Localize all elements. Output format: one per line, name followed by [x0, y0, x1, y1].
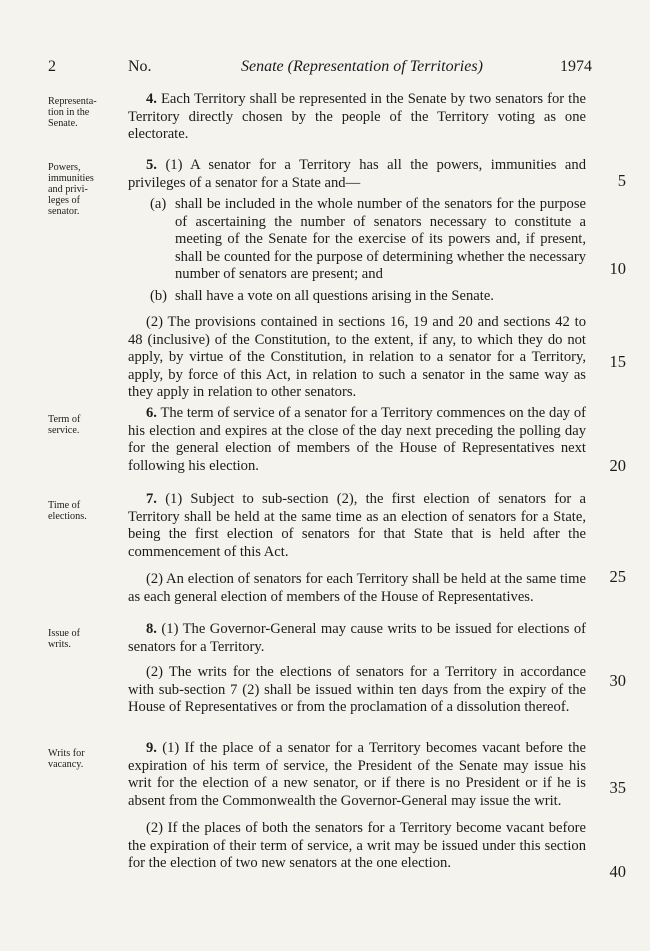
section-8 [128, 621, 586, 717]
subsection-2: (2) The writs for the elections of senators for a Territory in accordance with sub-section 7 (2) shall be issued within ten days from the expiry of the House of Representatives or from the proclamation of a dissolution thereof. [128, 664, 586, 715]
section-text: Each Territory shall be represented in the Senate by two senators for the Territory directly chosen by the people of the Territory voting as one electorate. [128, 91, 586, 142]
section-4 [128, 91, 586, 144]
section-text: (1) The Governor-General may cause writs to be issued for elections of senators for a Territory. [128, 621, 586, 655]
section-text: (1) If the place of a senator for a Territory becomes vacant before the expiration of his term of service, the President of the Senate may issue his writ for the election of a new senator, or if there is no President or if he is absent from the Commonwealth the Governor-General may issue the writ. [128, 740, 586, 809]
margin-note-section-7: Time of elections. [48, 500, 87, 522]
line-number: 40 [609, 862, 626, 881]
margin-note-section-6: Term of service. [48, 414, 81, 436]
line-number: 20 [609, 456, 626, 475]
section-number: 9. [146, 740, 157, 756]
line-number: 5 [617, 171, 626, 190]
subsection-2: (2) If the places of both the senators for a Territory become vacant before the expiration of their term of service, a writ may be issued under this section for the election of two new senators at the one election. [128, 820, 586, 871]
section-5 [128, 157, 586, 402]
line-number: 30 [609, 671, 626, 690]
section-9 [128, 740, 586, 873]
line-number: 15 [609, 352, 626, 371]
margin-note-section-5: Powers, immunities and privi- leges of senator. [48, 162, 94, 217]
line-number: 35 [609, 778, 626, 797]
margin-note-section-8: Issue of writs. [48, 628, 80, 650]
subsection-2: (2) An election of senators for each Territory shall be held at the same time as each general election of members of the House of Representatives. [128, 571, 586, 605]
margin-note-section-4: Representa- tion in the Senate. [48, 96, 97, 129]
margin-note-section-9: Writs for vacancy. [48, 748, 85, 770]
section-number: 8. [146, 621, 157, 637]
section-text: The term of service of a senator for a Territory commences on the day of his election and expires at the close of the day next preceding the polling day for the general election of members of the House of Representatives next following his election. [128, 405, 586, 474]
section-text: (1) A senator for a Territory has all the powers, immunities and privileges of a senator for a State and— [128, 157, 587, 191]
year: 1974 [560, 58, 592, 75]
section-7 [128, 491, 586, 606]
page-number: 2 [48, 58, 56, 75]
line-number: 25 [609, 567, 626, 586]
section-number: 4. [146, 91, 157, 107]
paragraph-b: (b) shall have a vote on all questions arising in the Senate. [150, 287, 494, 304]
line-number: 10 [609, 259, 626, 278]
section-number: 6. [146, 405, 157, 421]
section-6 [128, 405, 586, 475]
section-text: (1) Subject to sub-section (2), the first election of senators for a Territory shall be held at the same time as an election of senators for a State, being the first election of senators for that State that is held after the commencement of this Act. [128, 491, 586, 560]
subsection-2: (2) The provisions contained in sections 16, 19 and 20 and sections 42 to 48 (inclusive) of the Constitution, to the extent, if any, to which they do not apply, by virtue of the Constitution, in relation to a senator for a Territory, apply, by force of this Act, in relation to such a senator in the same way as they apply in relation to other senators. [128, 314, 586, 400]
section-number: 7. [146, 491, 157, 507]
section-number: 5. [146, 157, 157, 173]
running-title: Senate (Representation of Territories) [241, 58, 483, 75]
paragraph-a: (a) shall be included in the whole number of the senators for the purpose of ascertaining the number of senators necessary to constitute a meeting of the Senate for the exercise of its powers and, if present, shall be counted for the purpose of determining whether the necessary number of senators are present; and [150, 196, 586, 282]
number-label: No. [128, 58, 152, 75]
